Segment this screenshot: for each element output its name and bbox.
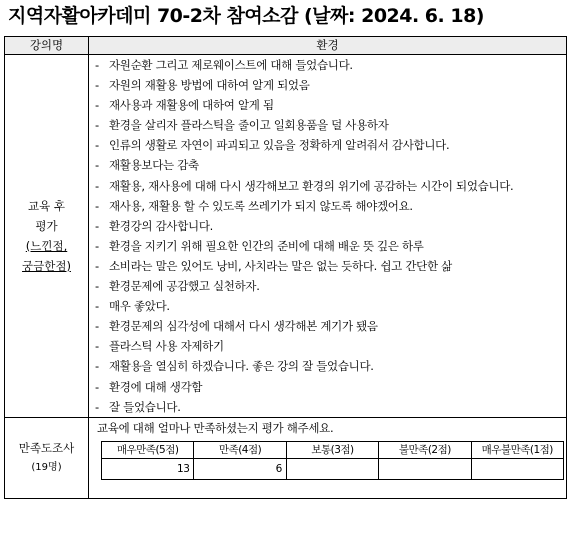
feedback-text: 환경을 살리자 플라스틱을 줄이고 일회용품을 덜 사용하자 (109, 118, 389, 133)
satisfaction-question: 교육에 대해 얼마나 만족하셨는지 평가 해주세요. (97, 420, 334, 435)
bullet-dash: - (95, 198, 99, 213)
satisfaction-row (5, 417, 567, 498)
bullet-dash: - (95, 379, 99, 394)
satisfaction-value-cell (471, 458, 563, 479)
feedback-item (89, 216, 566, 236)
header-lecture-title: 환경 (89, 37, 567, 55)
feedback-item (89, 397, 566, 417)
feedback-text: 매우 좋았다. (109, 299, 170, 314)
satisfaction-header-cell: 불만족(2점) (379, 441, 471, 458)
bullet-dash: - (95, 98, 99, 113)
feedback-text: 재사용, 재활용 할 수 있도록 쓰레기가 되지 않도록 해야겠어요. (109, 198, 413, 213)
feedback-item (89, 95, 566, 115)
feedback-text: 자원의 재활용 방법에 대하여 알게 되었음 (109, 78, 310, 93)
feedback-item (89, 336, 566, 356)
satisfaction-value-cell (286, 458, 378, 479)
feedback-item (89, 155, 566, 175)
feedback-label-cell (5, 55, 89, 418)
bullet-dash: - (95, 118, 99, 133)
feedback-items-cell (89, 55, 567, 418)
satisfaction-header-row (102, 441, 564, 458)
feedback-text: 환경문제에 공감했고 실천하자. (109, 279, 260, 294)
satisfaction-header-cell: 매우만족(5점) (102, 441, 194, 458)
feedback-item (89, 377, 566, 397)
feedback-label-line3: (느낀점, (25, 238, 68, 253)
feedback-row (5, 55, 567, 418)
bullet-dash: - (95, 279, 99, 294)
satisfaction-value-cell: 13 (102, 458, 194, 479)
bullet-dash: - (95, 78, 99, 93)
feedback-text: 환경에 대해 생각함 (109, 379, 203, 394)
feedback-item (89, 256, 566, 276)
bullet-dash: - (95, 359, 99, 374)
feedback-text: 소비라는 말은 있어도 낭비, 사치라는 말은 없는 듯하다. 쉽고 간단한 삶 (109, 258, 452, 273)
feedback-text: 환경문제의 심각성에 대해서 다시 생각해본 계기가 됐음 (109, 319, 378, 334)
feedback-item (89, 236, 566, 256)
bullet-dash: - (95, 138, 99, 153)
bullet-dash: - (95, 399, 99, 414)
bullet-dash: - (95, 258, 99, 273)
feedback-text: 재활용을 열심히 하겠습니다. 좋은 강의 잘 들었습니다. (109, 359, 374, 374)
feedback-item (89, 316, 566, 336)
feedback-item (89, 356, 566, 376)
evaluation-table (4, 36, 567, 499)
satisfaction-label: 만족도조사 (18, 440, 75, 455)
feedback-label-line4: 궁금한점) (22, 258, 71, 273)
feedback-text: 재활용, 재사용에 대해 다시 생각해보고 환경의 위기에 공감하는 시간이 되었습니다. (109, 178, 514, 193)
satisfaction-table (101, 441, 564, 480)
feedback-text: 재사용과 재활용에 대하여 알게 됨 (109, 98, 274, 113)
table-header-row (5, 37, 567, 55)
bullet-dash: - (95, 319, 99, 334)
feedback-text: 플라스틱 사용 자제하기 (109, 339, 224, 354)
feedback-text: 재활용보다는 감축 (109, 158, 199, 173)
satisfaction-header-cell: 매우불만족(1점) (471, 441, 563, 458)
feedback-item (89, 75, 566, 95)
feedback-item (89, 196, 566, 216)
satisfaction-label-cell (5, 417, 89, 498)
feedback-item (89, 135, 566, 155)
bullet-dash: - (95, 238, 99, 253)
satisfaction-value-cell: 6 (194, 458, 286, 479)
feedback-item (89, 115, 566, 135)
feedback-text: 환경을 지키기 위해 필요한 인간의 준비에 대해 배운 뜻 깊은 하루 (109, 238, 424, 253)
feedback-label-line1: 교육 후 (28, 198, 65, 213)
feedback-text: 환경강의 감사합니다. (109, 218, 213, 233)
page-title: 지역자활아카데미 70-2차 참여소감 (날짜: 2024. 6. 18) (8, 5, 484, 27)
feedback-item (89, 176, 566, 196)
satisfaction-content-cell (89, 417, 567, 498)
satisfaction-count: (19명) (31, 461, 62, 473)
satisfaction-value-row (102, 458, 564, 479)
feedback-item (89, 276, 566, 296)
header-lecture-name: 강의명 (5, 37, 89, 55)
feedback-text: 인류의 생활로 자연이 파괴되고 있음을 정확하게 알려줘서 감사합니다. (109, 138, 450, 153)
feedback-list (89, 55, 566, 417)
bullet-dash: - (95, 218, 99, 233)
satisfaction-value-cell (379, 458, 471, 479)
bullet-dash: - (95, 339, 99, 354)
bullet-dash: - (95, 58, 99, 72)
feedback-text: 자원순환 그리고 제로웨이스트에 대해 들었습니다. (109, 58, 353, 72)
bullet-dash: - (95, 178, 99, 193)
feedback-item (89, 296, 566, 316)
feedback-item (89, 55, 566, 75)
satisfaction-header-cell: 만족(4점) (194, 441, 286, 458)
feedback-text: 잘 들었습니다. (109, 399, 181, 414)
bullet-dash: - (95, 299, 99, 314)
satisfaction-header-cell: 보통(3점) (286, 441, 378, 458)
feedback-label-line2: 평가 (35, 218, 58, 233)
bullet-dash: - (95, 158, 99, 173)
